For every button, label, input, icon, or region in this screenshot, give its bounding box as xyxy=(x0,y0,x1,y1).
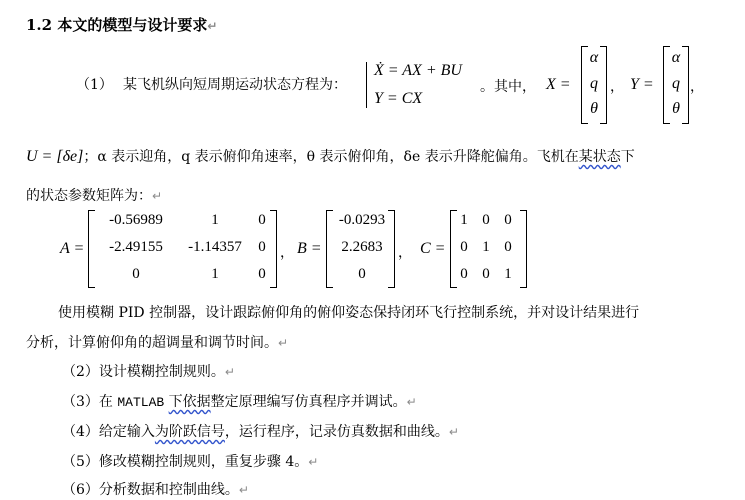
a-cell-2-1: 1 xyxy=(211,266,219,282)
c-right-bracket xyxy=(520,210,527,288)
definitions-tail: 下 xyxy=(620,149,635,165)
output-equation: Y = CX xyxy=(374,90,423,107)
paragraph-mark: ↵ xyxy=(406,395,417,409)
c-label: C = xyxy=(420,240,446,257)
intro-text: 某飞机纵向短周期运动状态方程为： xyxy=(123,77,347,93)
y-label: Y = xyxy=(630,76,654,93)
a-cell-2-2: 0 xyxy=(258,266,266,282)
paragraph-mark: ↵ xyxy=(238,483,249,497)
list-item: （4）给定输入为阶跃信号，运行程序，记录仿真数据和曲线。↵ xyxy=(62,424,459,440)
c-cell-2-1: 0 xyxy=(482,266,490,282)
matlab-text: MATLAB xyxy=(117,395,165,410)
a-cell-1-1: -1.14357 xyxy=(188,239,242,255)
x-vector-theta: θ xyxy=(590,100,598,117)
list-item: （3）在 MATLAB 下依据整定原理编写仿真程序并调试。↵ xyxy=(62,394,417,410)
a-cell-2-0: 0 xyxy=(132,266,140,282)
c-cell-1-2: 0 xyxy=(504,239,512,255)
state-equation: Ẋ = AX + BU xyxy=(374,62,462,79)
paragraph-mark: ↵ xyxy=(207,19,218,33)
a-label: A = xyxy=(60,240,85,257)
y-vector-theta: θ xyxy=(672,100,680,117)
paragraph-mark: ↵ xyxy=(224,365,235,379)
y-vector-alpha: α xyxy=(671,49,681,66)
some-state-text: 某状态 xyxy=(578,149,621,165)
x-vector-q: q xyxy=(590,75,598,92)
c-cell-1-0: 0 xyxy=(460,239,468,255)
x-vector-alpha: α xyxy=(589,49,599,66)
x-comma: ， xyxy=(610,79,624,95)
c-cell-1-1: 1 xyxy=(482,239,490,255)
list-item: （2）设计模糊控制规则。↵ xyxy=(62,364,235,380)
x-label: X = xyxy=(546,76,571,93)
a-cell-1-0: -2.49155 xyxy=(109,239,163,255)
paragraph-mark: ↵ xyxy=(308,455,319,469)
a-cell-0-1: 1 xyxy=(211,212,219,228)
c-cell-0-2: 0 xyxy=(504,212,512,228)
c-cell-0-1: 0 xyxy=(482,212,490,228)
a-comma: ， xyxy=(280,245,294,261)
b-cell-0: -0.0293 xyxy=(338,212,386,228)
b-comma: ， xyxy=(398,245,412,261)
c-cell-0-0: 1 xyxy=(460,212,468,228)
paragraph-mark: ↵ xyxy=(448,425,459,439)
definitions-line xyxy=(26,146,635,166)
a-cell-1-2: 0 xyxy=(258,239,266,255)
y-vector-q: q xyxy=(672,75,680,92)
b-label: B = xyxy=(297,240,322,257)
u-definition: U = [δe] xyxy=(26,148,84,165)
paragraph-mark: ↵ xyxy=(278,336,289,350)
where-text: 。其中， xyxy=(480,79,536,95)
definitions-text: ；α 表示迎角，q 表示俯仰角速率，θ 表示俯仰角，δe 表示升降舵偏角。飞机在 xyxy=(83,149,579,165)
a-cell-0-0: -0.56989 xyxy=(109,212,163,228)
matrix-intro-line: 的状态参数矩阵为：↵ xyxy=(26,188,163,204)
y-comma: ， xyxy=(690,79,704,95)
task-paragraph-line-1: 使用模糊 PID 控制器，设计跟踪俯仰角的俯仰姿态保持闭环飞行控制系统，并对设计结果进行 xyxy=(58,305,640,321)
section-heading: 1.2 本文的模型与设计要求↵ xyxy=(26,16,218,34)
b-cell-2: 0 xyxy=(358,266,366,282)
a-cell-0-2: 0 xyxy=(258,212,266,228)
c-cell-2-0: 0 xyxy=(460,266,468,282)
list-item: （6）分析数据和控制曲线。↵ xyxy=(62,482,249,498)
equation-brace xyxy=(366,62,371,108)
b-cell-1: 2.2683 xyxy=(341,239,383,255)
c-cell-2-2: 1 xyxy=(504,266,512,282)
list-item: （5）修改模糊控制规则，重复步骤 4。↵ xyxy=(62,454,319,470)
paragraph-mark: ↵ xyxy=(152,189,163,203)
task-paragraph-line-2: 分析，计算俯仰角的超调量和调节时间。↵ xyxy=(26,335,289,351)
intro-number: （1） xyxy=(76,77,113,93)
